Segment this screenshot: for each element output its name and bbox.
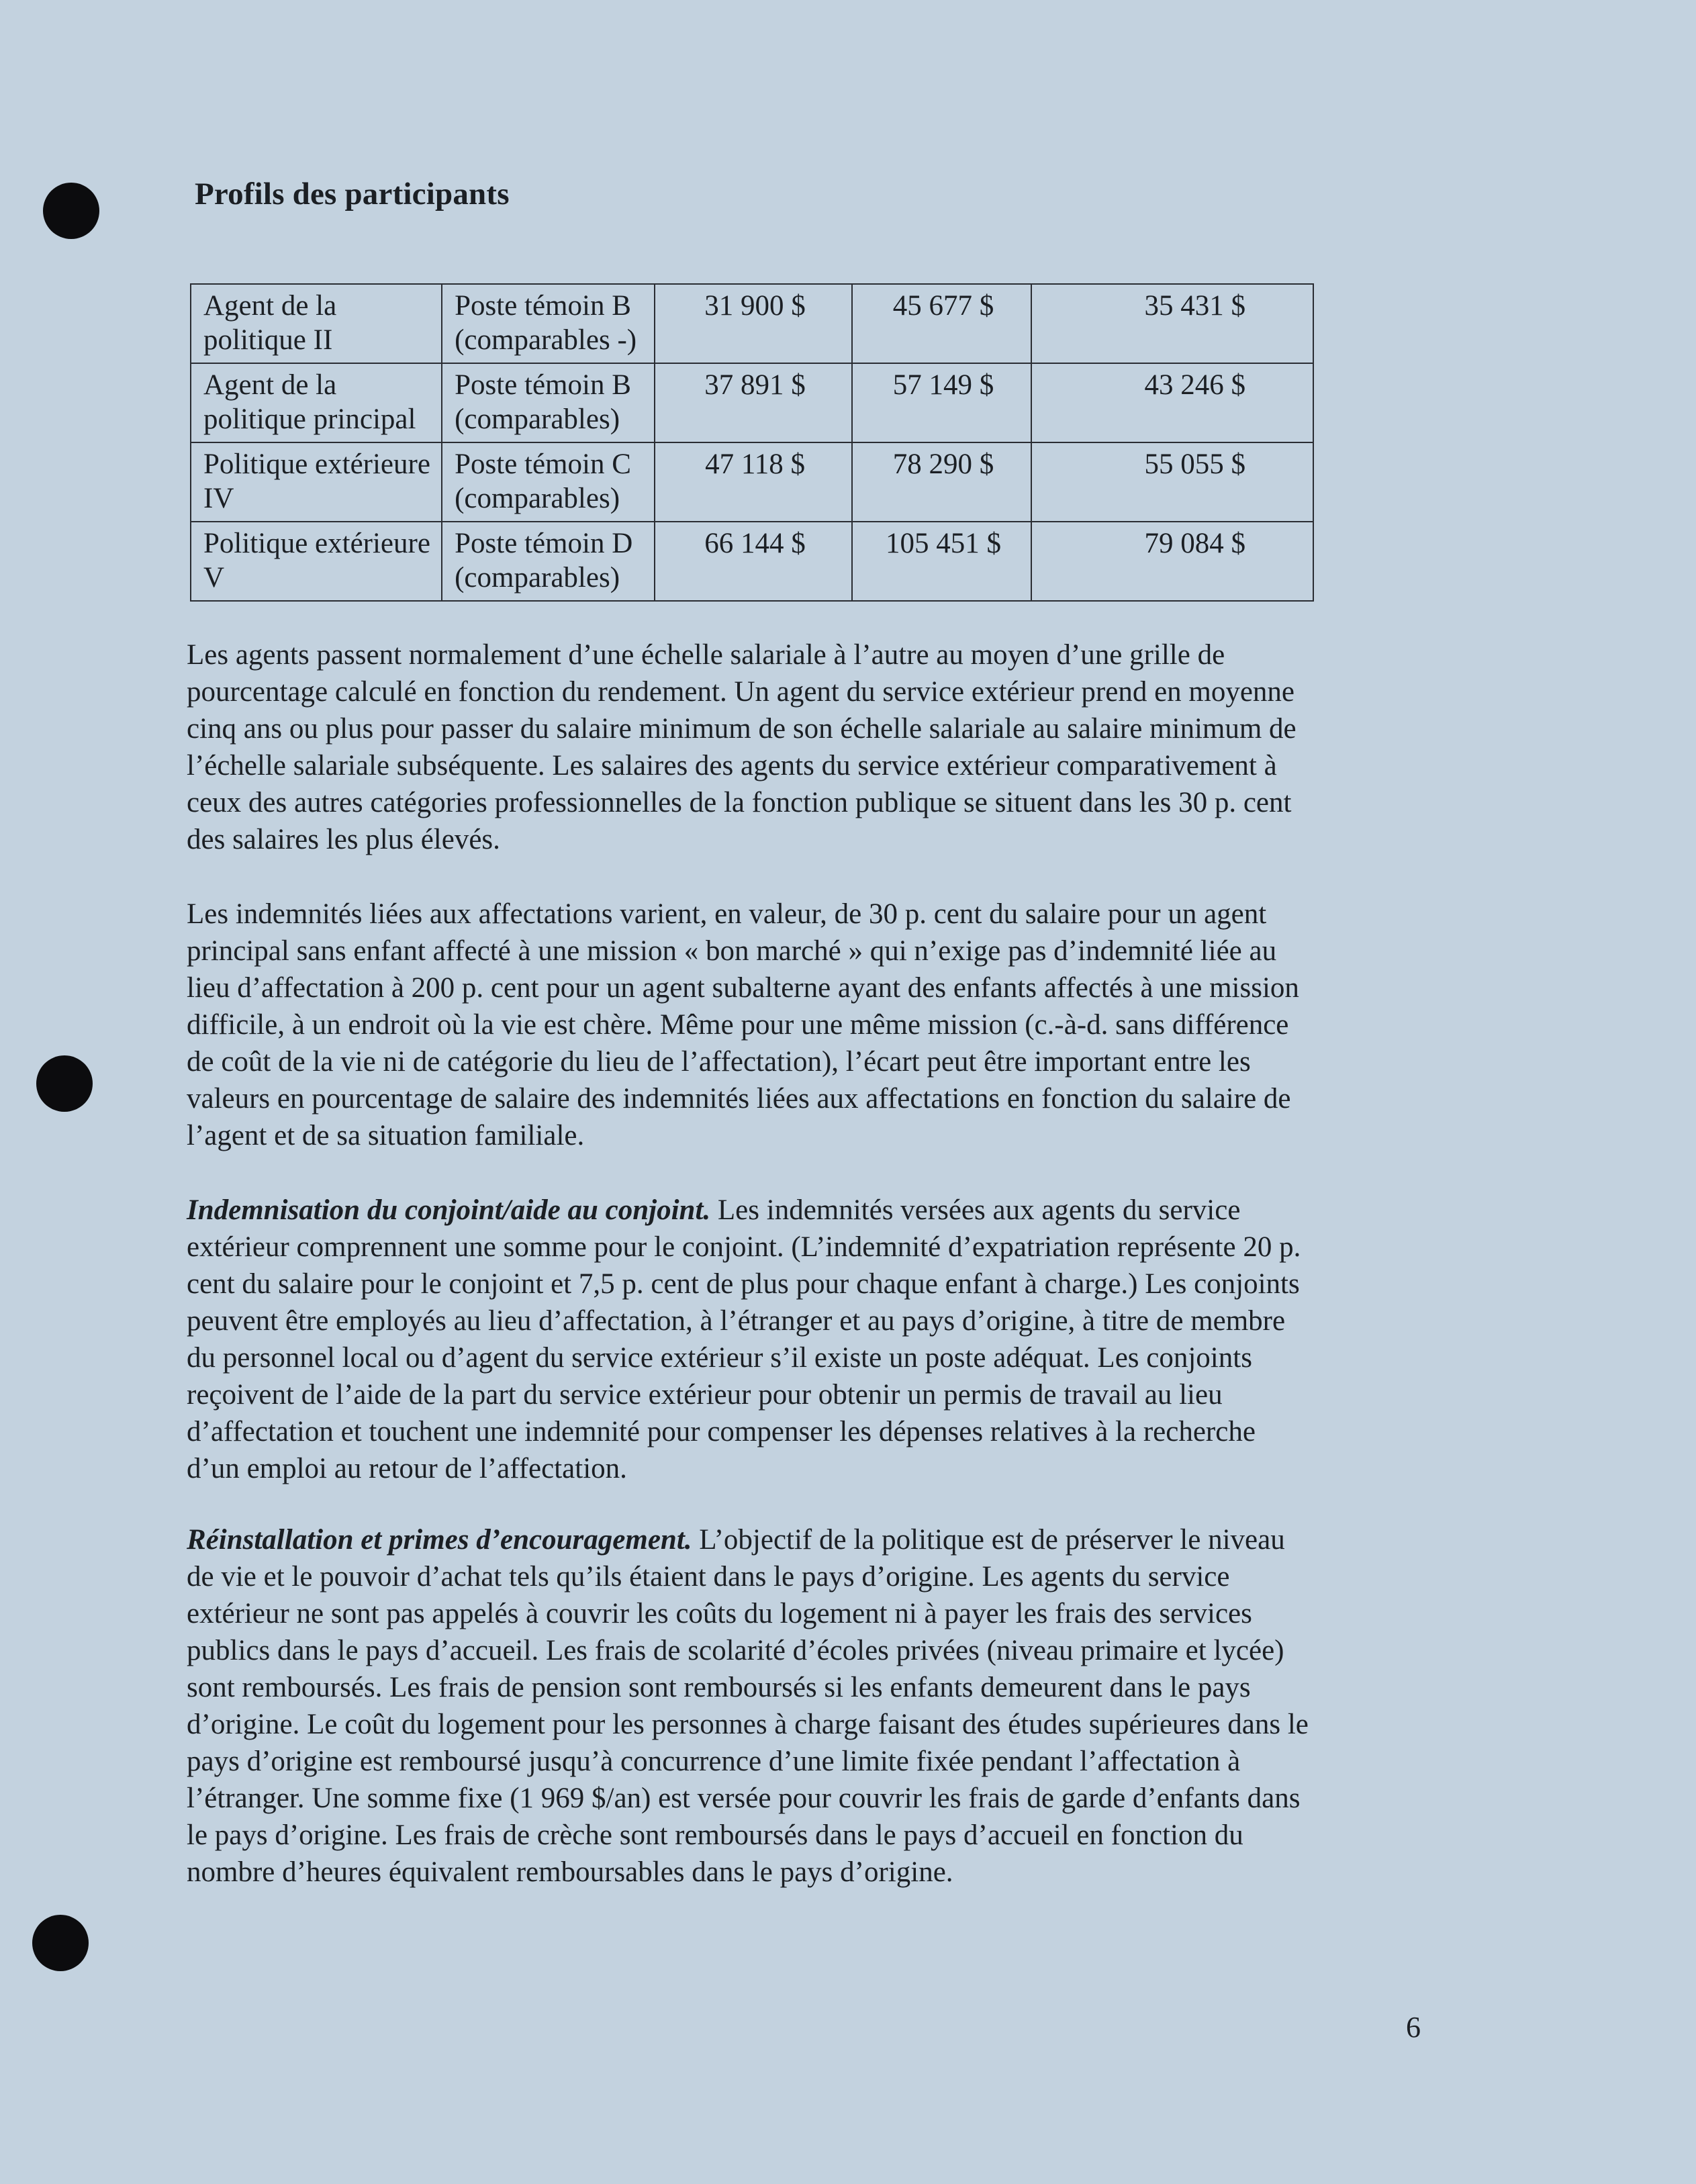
table-row	[191, 363, 1313, 442]
reference-cell: Poste témoin B (comparables)	[442, 363, 654, 442]
section-heading: Profils des participants	[195, 177, 510, 211]
paragraph-spouse-compensation: Indemnisation du conjoint/aide au conjoint. Les indemnités versées aux agents du service extérieur comprennent une somme pour le conjoint. (L’indemnité d’expatriation représente 20 p. cent du salaire pour le conjoint et 7,5 p. cent de plus pour chaque enfant à charge.) Les conjoints peuvent être employés au lieu d’affectation, à l’étranger et au pays d’origine, à titre de membre du personnel local ou d’agent du service extérieur s’il existe un poste adéquat. Les conjoints reçoivent de l’aide de la part du service extérieur pour obtenir un permis de travail au lieu d’affectation et touchent une indemnité pour compenser les dépenses relatives à la recherche d’un emploi au retour de l’affectation.	[187, 1194, 1301, 1484]
table-row	[191, 284, 1313, 363]
value-cell: 55 055 $	[1031, 442, 1313, 522]
value-cell: 35 431 $	[1031, 284, 1313, 363]
value-cell: 66 144 $	[655, 522, 852, 601]
level-cell: Agent de la politique II	[191, 284, 442, 363]
binder-hole	[36, 1055, 93, 1112]
binder-hole	[32, 1915, 89, 1971]
reference-cell: Poste témoin B (comparables -)	[442, 284, 654, 363]
value-cell: 37 891 $	[655, 363, 852, 442]
value-cell: 105 451 $	[852, 522, 1031, 601]
level-cell: Agent de la politique principal	[191, 363, 442, 442]
value-cell: 31 900 $	[655, 284, 852, 363]
page-number: 6	[1406, 2011, 1421, 2044]
binder-hole	[43, 183, 99, 239]
salary-table	[190, 283, 1314, 602]
level-cell: Politique extérieure IV	[191, 442, 442, 522]
value-cell: 79 084 $	[1031, 522, 1313, 601]
reference-cell: Poste témoin D (comparables)	[442, 522, 654, 601]
reference-cell: Poste témoin C (comparables)	[442, 442, 654, 522]
value-cell: 43 246 $	[1031, 363, 1313, 442]
value-cell: 45 677 $	[852, 284, 1031, 363]
paragraph-lead: Indemnisation du conjoint/aide au conjoint.	[187, 1194, 711, 1226]
value-cell: 78 290 $	[852, 442, 1031, 522]
paragraph-posting-allowances: Les indemnités liées aux affectations varient, en valeur, de 30 p. cent du salaire pour un agent principal sans enfant affecté à une mission « bon marché » qui n’exige pas d’indemnité liée au lieu d’affectation à 200 p. cent pour un agent subalterne ayant des enfants affectés à une mission difficile, à un endroit où la vie est chère. Même pour une même mission (c.-à-d. sans différence de coût de la vie ni de catégorie du lieu de l’affectation), l’écart peut être important entre les valeurs en pourcentage de salaire des indemnités liées aux affectations en fonction du salaire de l’agent et de sa situation familiale.	[187, 898, 1299, 1151]
value-cell: 47 118 $	[655, 442, 852, 522]
paragraph-relocation-incentives: Réinstallation et primes d’encouragement. L’objectif de la politique est de préserver le niveau de vie et le pouvoir d’achat tels qu’ils étaient dans le pays d’origine. Les agents du service extérieur ne sont pas appelés à couvrir les coûts du logement ni à payer les frais des services publics dans le pays d’accueil. Les frais de scolarité d’écoles privées (niveau primaire et lycée) sont remboursés. Les frais de pension sont remboursés si les enfants demeurent dans le pays d’origine. Le coût du logement pour les personnes à charge faisant des études supérieures dans le pays d’origine est remboursé jusqu’à concurrence d’une limite fixée pendant l’affectation à l’étranger. Une somme fixe (1 969 $/an) est versée pour couvrir les frais de garde d’enfants dans le pays d’origine. Les frais de crèche sont remboursés dans le pays d’accueil en fonction du nombre d’heures équivalent remboursables dans le pays d’origine.	[187, 1524, 1309, 1888]
value-cell: 57 149 $	[852, 363, 1031, 442]
paragraph-lead: Réinstallation et primes d’encouragement.	[187, 1524, 692, 1556]
table-row	[191, 522, 1313, 601]
paragraph-salary-progression: Les agents passent normalement d’une échelle salariale à l’autre au moyen d’une grille de pourcentage calculé en fonction du rendement. Un agent du service extérieur prend en moyenne cinq ans ou plus pour passer du salaire minimum de son échelle salariale au salaire minimum de l’échelle salariale subséquente. Les salaires des agents du service extérieur comparativement à ceux des autres catégories professionnelles de la fonction publique se situent dans les 30 p. cent des salaires les plus élevés.	[187, 639, 1297, 855]
level-cell: Politique extérieure V	[191, 522, 442, 601]
table-row	[191, 442, 1313, 522]
